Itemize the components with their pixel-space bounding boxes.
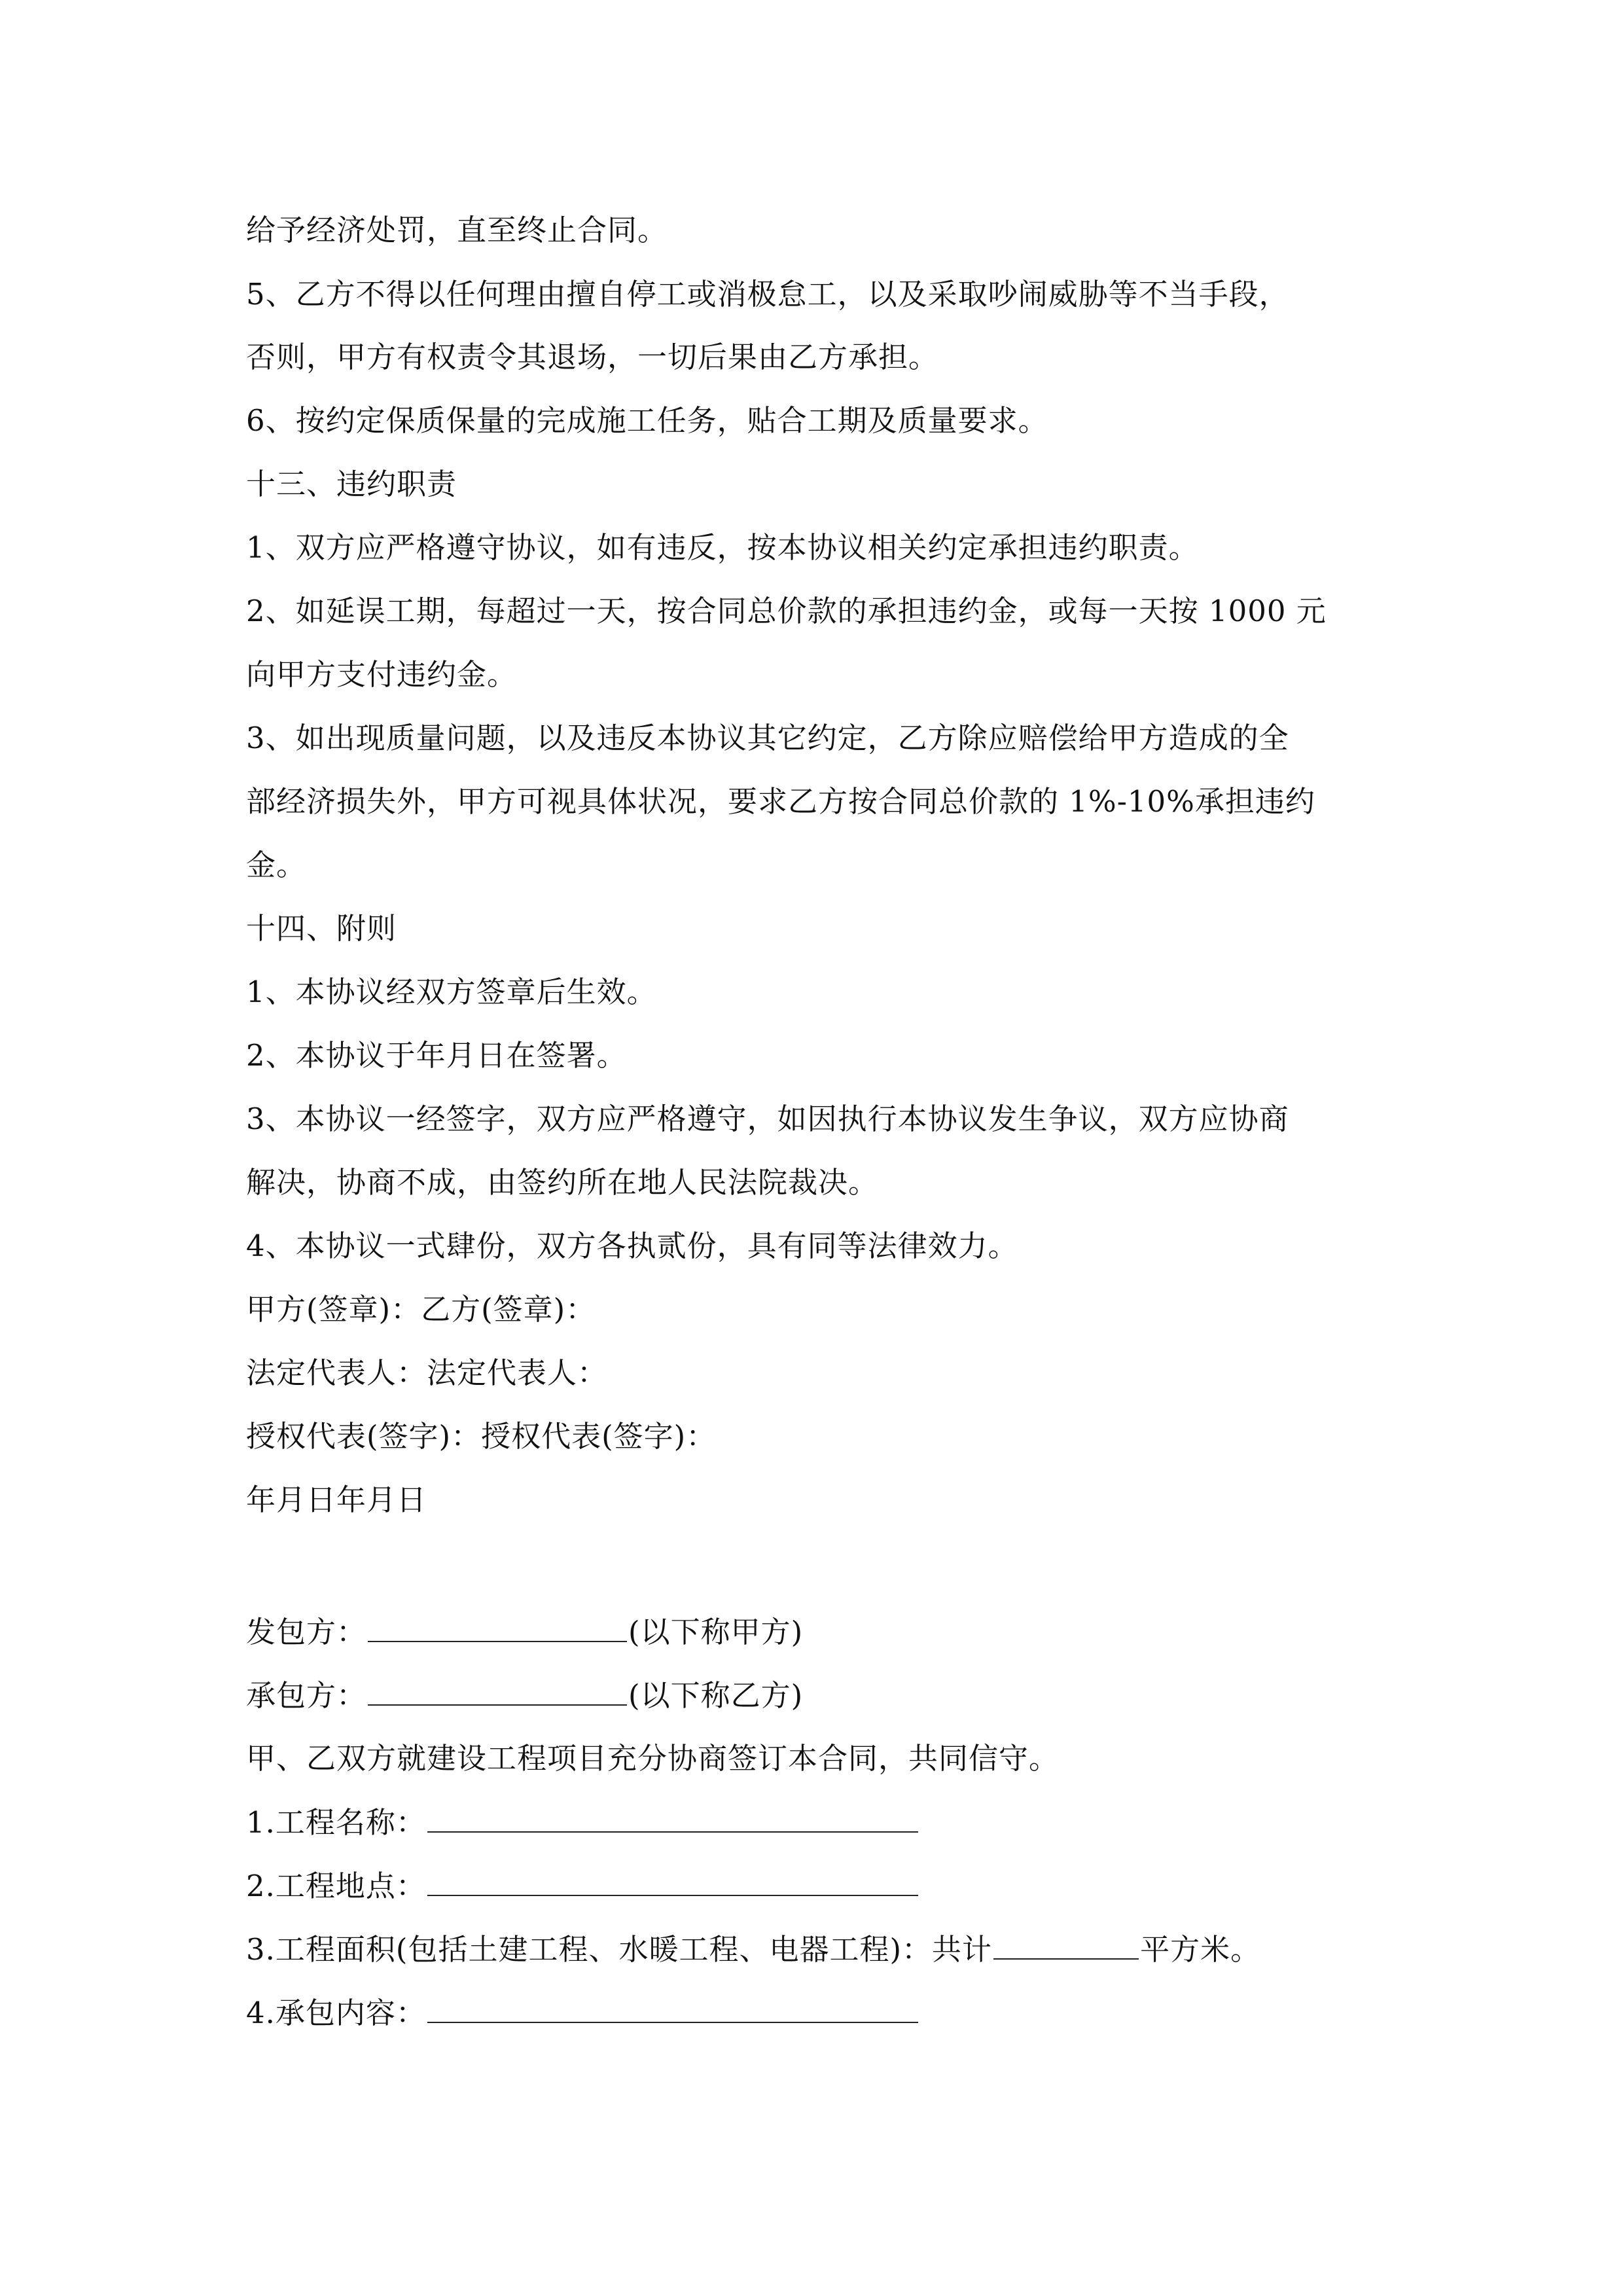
- project-area-unit: 平方米。: [1140, 1932, 1261, 1967]
- paragraph-line: 解决，协商不成，由签约所在地人民法院裁决。: [246, 1165, 879, 1200]
- contractor-suffix: (以下称乙方): [628, 1678, 804, 1713]
- signature-line: 甲方(签章)：乙方(签章)：: [246, 1292, 596, 1327]
- contractor-line: [246, 1676, 803, 1715]
- project-name-blank[interactable]: [427, 1803, 918, 1833]
- paragraph-line: 2、如延误工期，每超过一天，按合同总价款的承担违约金，或每一天按 1000 元: [246, 594, 1327, 628]
- paragraph-line: 3、如出现质量问题，以及违反本协议其它约定，乙方除应赔偿给甲方造成的全: [246, 721, 1289, 755]
- paragraph-line: 4、本协议一式肆份，双方各执贰份，具有同等法律效力。: [246, 1229, 1018, 1263]
- paragraph-line: 5、乙方不得以任何理由擅自停工或消极怠工，以及采取吵闹威胁等不当手段，: [246, 277, 1289, 312]
- paragraph-line: 给予经济处罚，直至终止合同。: [246, 213, 668, 247]
- paragraph-line: 部经济损失外，甲方可视具体状况，要求乙方按合同总价款的 1%-10%承担违约: [246, 784, 1315, 819]
- employer-label: 发包方：: [246, 1615, 367, 1649]
- project-name-label: 1.工程名称：: [246, 1805, 426, 1840]
- project-name-line: [246, 1803, 919, 1842]
- authorized-line: 授权代表(签字)：授权代表(签字)：: [246, 1419, 717, 1454]
- contract-intro: 甲、乙双方就建设工程项目充分协商签订本合同，共同信守。: [246, 1741, 1060, 1776]
- employer-suffix: (以下称甲方): [628, 1615, 804, 1649]
- contractor-blank[interactable]: [368, 1676, 627, 1706]
- scope-line: [246, 1993, 919, 2033]
- employer-blank[interactable]: [368, 1612, 627, 1642]
- project-location-label: 2.工程地点：: [246, 1869, 426, 1903]
- employer-line: [246, 1612, 803, 1652]
- paragraph-line: 1、双方应严格遵守协议，如有违反，按本协议相关约定承担违约职责。: [246, 530, 1199, 565]
- paragraph-line: 3、本协议一经签字，双方应严格遵守，如因执行本协议发生争议，双方应协商: [246, 1102, 1289, 1136]
- project-area-blank[interactable]: [993, 1929, 1139, 1960]
- paragraph-line: 6、按约定保质保量的完成施工任务，贴合工期及质量要求。: [246, 403, 1048, 438]
- paragraph-line: 向甲方支付违约金。: [246, 657, 518, 692]
- representative-line: 法定代表人：法定代表人：: [246, 1355, 608, 1390]
- section-heading: 十三、违约职责: [246, 467, 457, 501]
- date-line: 年月日年月日: [246, 1482, 427, 1517]
- project-area-label: 3.工程面积(包括土建工程、水暖工程、电器工程)：共计: [246, 1932, 993, 1967]
- paragraph-line: 2、本协议于年月日在签署。: [246, 1038, 627, 1073]
- scope-label: 4.承包内容：: [246, 1996, 426, 2030]
- project-location-blank[interactable]: [427, 1866, 918, 1896]
- scope-blank[interactable]: [427, 1993, 918, 2023]
- paragraph-line: 否则，甲方有权责令其退场，一切后果由乙方承担。: [246, 340, 939, 374]
- contractor-label: 承包方：: [246, 1678, 367, 1713]
- project-location-line: [246, 1866, 919, 1906]
- paragraph-line: 1、本协议经双方签章后生效。: [246, 975, 657, 1009]
- project-area-line: [246, 1929, 1260, 1969]
- section-heading: 十四、附则: [246, 911, 397, 946]
- paragraph-line: 金。: [246, 848, 307, 882]
